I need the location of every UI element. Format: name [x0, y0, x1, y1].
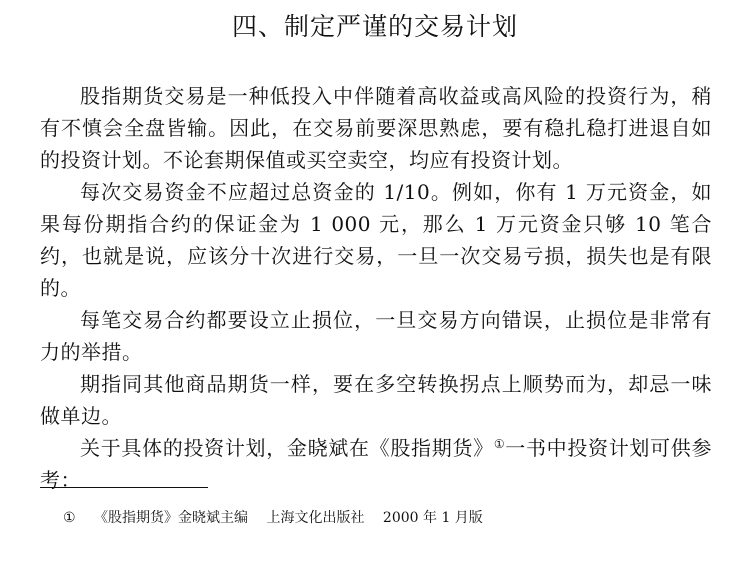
paragraph-3: 每笔交易合约都要设立止损位，一旦交易方向错误，止损位是非常有力的举措。: [40, 308, 712, 364]
footnote: [63, 508, 483, 528]
footnote-marker: ①: [63, 510, 76, 526]
paragraph-5-before: 关于具体的投资计划，金晓斌在《股指期货》: [80, 436, 494, 460]
footnote-book: 《股指期货》: [94, 510, 179, 526]
body-text: [40, 80, 712, 496]
footnote-date: 2000 年 1 月版: [382, 510, 483, 526]
section-title: 四、制定严谨的交易计划: [231, 12, 518, 41]
footnote-divider: [40, 487, 208, 488]
paragraph-4: 期指同其他商品期货一样，要在多空转换拐点上顺势而为，却忌一味做单边。: [40, 372, 712, 428]
footnote-author: 金晓斌主编: [178, 510, 249, 526]
paragraph-1: 股指期货交易是一种低投入中伴随着高收益或高风险的投资行为，稍有不慎会全盘皆输。因此，在交易前要深思熟虑，要有稳扎稳打进退自如的投资计划。不论套期保值或买空卖空，均应有投资计划。: [40, 84, 712, 172]
paragraph-2: 每次交易资金不应超过总资金的 1/10。例如，你有 1 万元资金，如果每份期指合约的保证金为 1 000 元，那么 1 万元资金只够 10 笔合约，也就是说，应该分十次进行交易，一旦一次交易亏损，损失也是有限的。: [40, 180, 712, 300]
footnote-reference-marker: ①: [493, 437, 506, 451]
paragraph-5-after: 一书中投资计划可供参考：: [40, 436, 713, 492]
footnote-publisher: 上海文化出版社: [266, 510, 365, 526]
